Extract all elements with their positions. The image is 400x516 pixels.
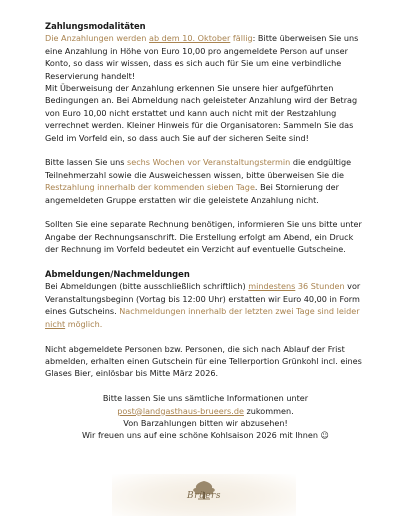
nicht-highlight: nicht (45, 318, 66, 329)
footer-line-2 (45, 405, 366, 417)
footer-line-4: Wir freuen uns auf eine schöne Kohlsaison 2026 mit Ihnen ☺ (81, 430, 329, 441)
deposit-due-text: Die Anzahlungen werden (45, 33, 149, 44)
payment-paragraph-1 (45, 32, 366, 82)
logo-banner (112, 474, 296, 516)
cancellation-paragraph-2: Nicht abgemeldete Personen bzw. Personen, die sich nach Ablauf der Frist abmelden, erhalten einen Gutschein für eine Tellerportion Grünkohl incl. eines Glases Bier, einlösbar bis Mitte März 2026. (45, 343, 362, 379)
cancel-text-start: Bei Abmeldungen (bitte ausschließlich schriftlich) (45, 281, 249, 292)
hours-highlight: 36 Stunden (295, 281, 345, 292)
deposit-instructions: : Bitte überweisen Sie uns eine Anzahlung in Höhe von Euro 10,00 pro angemeldete Person auf unser Konto, so dass wir wissen, dass es sich auch für Sie um eine verbindliche Reservierung handelt! (45, 33, 359, 81)
footer-line-1: Bitte lassen Sie uns sämtliche Informationen unter (102, 393, 309, 404)
email-link[interactable]: post@landgasthaus-brueers.de (117, 405, 244, 416)
cancellation-text: . Bei Stornierung der angemeldeten Gruppe erstatten wir die geleistete Anzahlung nicht. (45, 182, 339, 205)
final-count-mid: die endgültige Teilnehmerzahl sowie die Ausweichessen wissen, bitte überweisen Sie die (45, 157, 352, 180)
deposit-due-suffix: fällig (230, 33, 253, 44)
late-registration-suffix: möglich. (65, 318, 103, 329)
remaining-payment-highlight: Restzahlung innerhalb der kommenden sieben Tage (45, 182, 255, 193)
deposit-due-date: ab dem 10. Oktober (148, 33, 231, 44)
cancel-voucher-text: vor Veranstaltungsbeginn (Vortag bis 12:00 Uhr) erstatten wir Euro 40,00 in Form eines Gutscheins. (45, 281, 361, 317)
payment-paragraph-2: Mit Überweisung der Anzahlung erkennen Sie unsere hier aufgeführten Bedingungen an. Bei Abmeldung nach geleisteter Anzahlung wird der Betrag von Euro 10,00 nicht erstattet und kann auch nicht mit der Restzahlung verrechnet werden. Kleiner Hinweis für die Organisatoren: Sammeln Sie das Geld im Vorfeld ein, so dass auch Sie auf der sicheren Seite sind! (45, 83, 358, 143)
footer-line-3: Von Barzahlungen bitten wir abzusehen! (123, 417, 288, 428)
footer-line-2-suffix: zukommen. (243, 405, 294, 416)
logo-text: Brüers (187, 491, 221, 501)
cancellation-heading: Abmeldungen/Nachmeldungen (45, 269, 190, 280)
payment-heading: Zahlungsmodalitäten (45, 21, 146, 31)
payment-paragraph-3 (45, 156, 366, 206)
cancellation-paragraph-1 (45, 280, 366, 330)
final-count-text: Bitte lassen Sie uns (45, 157, 128, 168)
footer-block (45, 392, 366, 442)
mindestens-highlight: mindestens (248, 281, 296, 292)
six-weeks-highlight: sechs Wochen vor Veranstaltungstermin (127, 157, 291, 168)
late-registration-highlight: Nachmeldungen innerhalb der letzten zwei Tage sind leider (119, 306, 360, 317)
payment-paragraph-4: Sollten Sie eine separate Rechnung benötigen, informieren Sie uns bitte unter Angabe der Rechnungsanschrift. Die Erstellung erfolgt am Abend, ein Druck der Rechnung im Vorfeld bedeutet ein Verzicht auf eventuelle Gutscheine. (45, 219, 362, 255)
